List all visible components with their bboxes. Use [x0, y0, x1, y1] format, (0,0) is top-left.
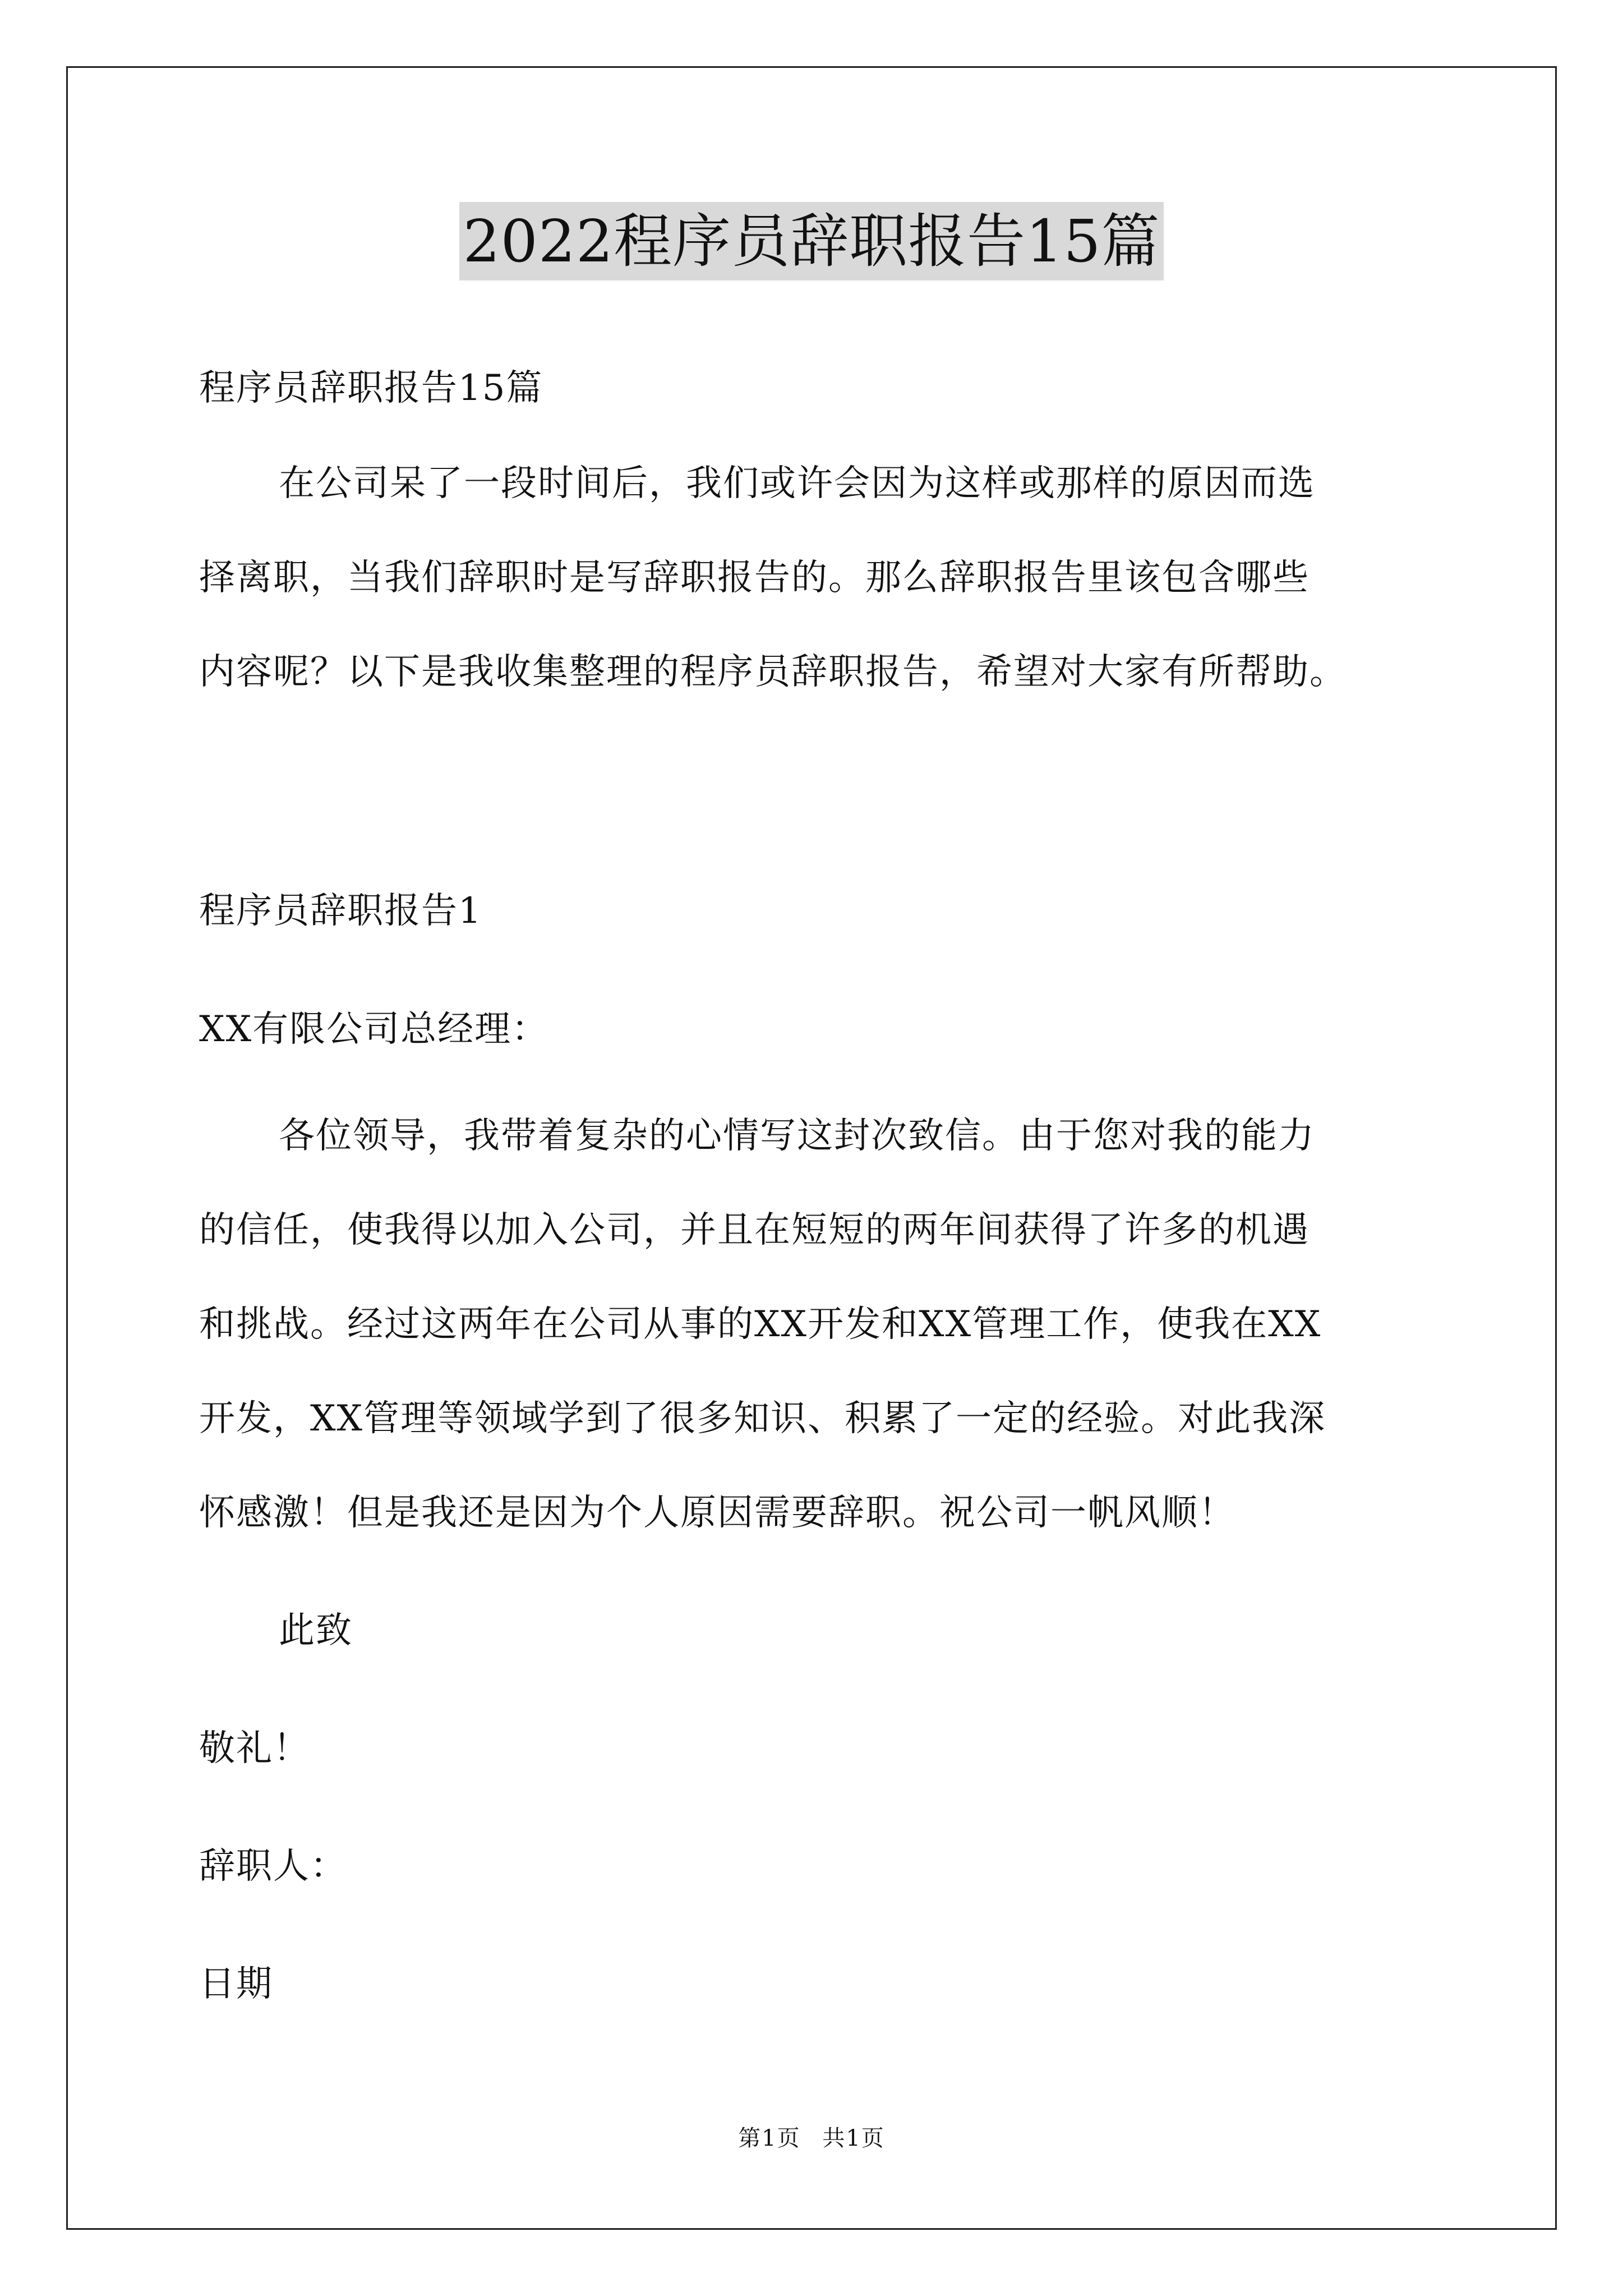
date-label: 日期	[199, 1963, 273, 2005]
signer-label: 辞职人：	[199, 1846, 347, 1887]
body-line-1: 各位领导，我带着复杂的心情写这封次致信。由于您对我的能力	[279, 1115, 1315, 1157]
closing-respectfully: 此致	[279, 1610, 353, 1651]
section-heading: 程序员辞职报告1	[199, 890, 482, 932]
closing-salute: 敬礼！	[199, 1728, 310, 1769]
intro-line-1: 在公司呆了一段时间后，我们或许会因为这样或那样的原因而选	[279, 463, 1315, 504]
intro-line-3: 内容呢？以下是我收集整理的程序员辞职报告，希望对大家有所帮助。	[199, 651, 1347, 693]
page-number-current: 第1页	[738, 2125, 801, 2151]
title-wrap	[0, 202, 1623, 280]
subtitle: 程序员辞职报告15篇	[199, 367, 543, 409]
salutation: XX有限公司总经理：	[199, 1009, 549, 1050]
body-line-4: 开发，XX管理等领域学到了很多知识、积累了一定的经验。对此我深	[199, 1398, 1326, 1439]
document-title: 2022程序员辞职报告15篇	[459, 202, 1163, 280]
page-number-total: 共1页	[822, 2125, 885, 2151]
body-line-2: 的信任，使我得以加入公司，并且在短短的两年间获得了许多的机遇	[199, 1209, 1310, 1251]
body-line-5: 怀感激！但是我还是因为个人原因需要辞职。祝公司一帆风顺！	[199, 1492, 1235, 1534]
page-footer	[0, 2120, 1623, 2152]
intro-line-2: 择离职，当我们辞职时是写辞职报告的。那么辞职报告里该包含哪些	[199, 557, 1310, 599]
body-line-3: 和挑战。经过这两年在公司从事的XX开发和XX管理工作，使我在XX	[199, 1304, 1322, 1345]
